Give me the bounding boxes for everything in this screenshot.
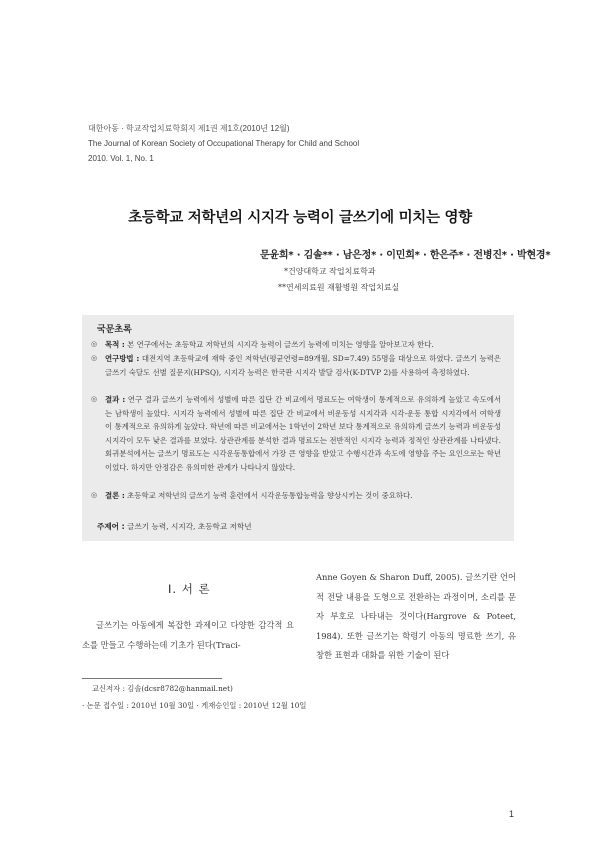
abstract-heading: 국문초록	[97, 325, 132, 335]
abstract-method	[91, 352, 501, 379]
affiliation-2: **연세의료원 재활병원 작업치료실	[278, 283, 400, 292]
corresponding-author-note: 교신저자 : 김솔(dcsr8782@hanmail.net)	[92, 684, 233, 693]
abstract-results	[91, 393, 501, 474]
journal-header	[88, 121, 528, 166]
abstract-results-text: 연구 결과 글쓰기 능력에서 성별에 따른 집단 간 비교에서 명료도는 여학생이 통계적으로 유의하게 높았고 속도에서는 남학생이 높았다. 시지각 능력에서 성별에 따른 집단 간 비교에서 비운동성 시지각과 시각-운동 통합 시지각에서 여학생이 통계적으로 유의하게 높았다. 학년에 따른 비교에서는 1학년이 2학년 보다 통계적으로 유의하게 글쓰기 능력과 비운동성 시지각이 모두 낮은 결과를 보였다. 상관관계를 분석한 결과 명료도는 전반적인 시지각 능력과 정적인 상관관계를 나타냈다. 회귀분석에서는 글쓰기 명료도는 시각운동통합에서 가장 큰 영향을 받았고 수행시간과 속도에 영향을 주는 요인으로는 학년이었다. 하지만 안정감은 유의미한 관계가 나타나지 않았다.	[105, 395, 501, 472]
bullet-icon: ◎	[91, 340, 98, 348]
abstract-purpose	[91, 338, 501, 352]
abstract-conclusion-text: 초등학교 저학년의 글쓰기 능력 훈련에서 시각운동통합능력을 향상시키는 것이 중요하다.	[127, 491, 413, 500]
paper-title: 초등학교 저학년의 시지각 능력이 글쓰기에 미치는 영향	[128, 210, 472, 226]
abstract-conclusion	[91, 489, 501, 503]
submission-dates-note: · 논문 접수일 : 2010년 10월 30일 · 게재승인일 : 2010년 12월 10일	[82, 701, 307, 710]
bullet-icon: ◎	[91, 354, 98, 362]
abstract-conclusion-label: 결론 :	[105, 491, 125, 500]
journal-korean-title: 대한아동 · 학교작업치료학회지 제1권 제1호(2010년 12월)	[88, 124, 290, 133]
abstract-method-text: 대전지역 초등학교에 재학 중인 저학년(평균연령=89개월, SD=7.49) 55명을 대상으로 하였다. 글쓰기 능력은 글쓰기 숙달도 선별 질문지(HPSQ), 시지각 능력은 한국판 시지각 발달 검사(K-DTVP 2)를 사용하여 측정하였다.	[105, 354, 501, 377]
footnote-divider	[82, 678, 222, 679]
section-heading-introduction: I. 서 론	[168, 582, 211, 596]
journal-volume: 2010. Vol. 1, No. 1	[88, 154, 154, 163]
abstract-purpose-label: 목적 :	[105, 340, 125, 349]
keywords	[97, 521, 252, 532]
keywords-label: 주제어 :	[97, 522, 125, 531]
keywords-text: 글쓰기 능력, 시지각, 초등학교 저학년	[127, 522, 252, 531]
bullet-icon: ◎	[91, 491, 98, 499]
bullet-icon: ◎	[91, 395, 98, 403]
page-number: 1	[509, 809, 515, 819]
journal-english-title: The Journal of Korean Society of Occupational Therapy for Child and School	[88, 139, 360, 148]
abstract-purpose-text: 본 연구에서는 초등학교 저학년의 시지각 능력이 글쓰기 능력에 미치는 영향을 알아보고자 한다.	[127, 340, 434, 349]
author-list: 문윤희* · 김솔** · 남은정* · 이민희* · 한은주* · 전병진* · 박현경*	[260, 250, 551, 261]
body-text-left-column: 글쓰기는 아동에게 복잡한 과제이고 다양한 감각적 요소를 만들고 수행하는데 기초가 된다(Traci-	[82, 620, 294, 650]
abstract-method-label: 연구방법 :	[105, 354, 140, 363]
body-text-right-column: Anne Goyen & Sharon Duff, 2005). 글쓰기란 언어적 전달 내용을 도형으로 전환하는 과정이며, 소리를 문자 부호로 나타내는 것이다(Hargrove & Poteet, 1984). 또한 글쓰기는 학령기 아동의 명료한 쓰기, 유창한 표현과 대화를 위한 기술이 된다	[316, 572, 516, 660]
abstract-results-label: 결과 :	[105, 395, 126, 404]
affiliation-1: *건양대학교 작업치료학과	[284, 267, 376, 276]
